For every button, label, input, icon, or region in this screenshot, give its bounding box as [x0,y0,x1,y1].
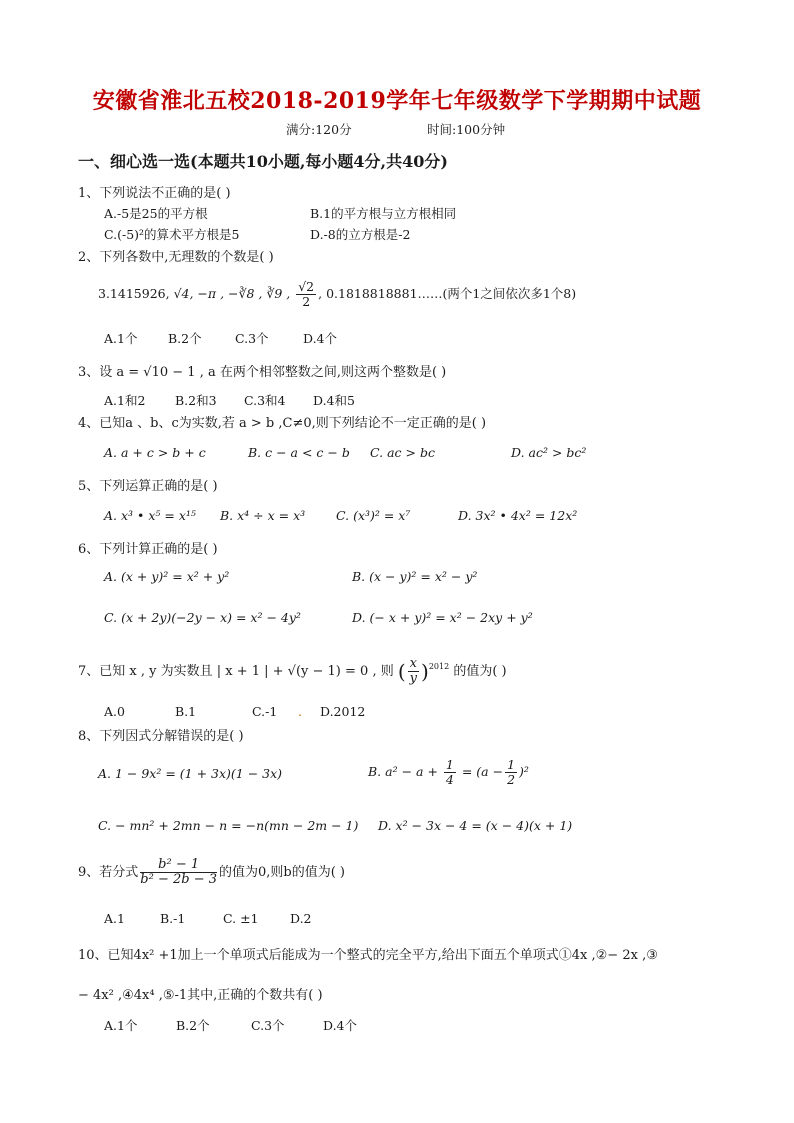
q1-option-d: D.-8的立方根是-2 [310,227,411,242]
q6-option-d: D. (− x + y)² = x² − 2xy + y² [352,610,533,625]
full-score: 满分:120分 [286,122,352,137]
paren-close: ) [421,659,429,684]
q10-option-d: D.4个 [323,1018,358,1033]
q5-option-c: C. (x³)² = x⁷ [336,508,411,523]
question-2: 2、下列各数中,无理数的个数是( ) [78,250,274,265]
page-title: 安徽省淮北五校2018-2019学年七年级数学下学期期中试题 [92,88,702,114]
question-10-line-1: 10、已知4x² +1加上一个单项式后能成为一个整式的完全平方,给出下面五个单项式①4x ,②− 2x ,③ [78,948,658,963]
q8-option-c: C. − mn² + 2mn − n = −n(mn − 2m − 1) [98,818,359,833]
q10-option-c: C.3个 [251,1018,285,1033]
q8-b-part: )² [519,764,529,779]
q9-option-b: B.-1 [160,911,186,926]
q9-stem-part: 的值为0,则b的值为( ) [219,865,346,880]
question-8: 8、下列因式分解错误的是( ) [78,729,244,744]
fraction-denominator: 4 [445,772,454,787]
fraction-denominator: 2 [302,294,311,309]
q9-option-d: D.2 [290,911,312,926]
question-3: 3、设 a = √10 − 1 , a 在两个相邻整数之间,则这两个整数是( ) [78,365,447,380]
q4-option-d: D. ac² > bc² [511,445,587,460]
fraction-denominator: y [409,671,418,686]
q7-stem-part: 7、已知 x , y 为实数且 | x + 1 | + √(y − 1) = 0 , 则 [78,664,394,679]
q8-fraction-half [505,758,517,787]
q2-option-a: A.1个 [104,331,138,346]
question-4: 4、已知a 、b、c为实数,若 a > b ,C≠0,则下列结论不一定正确的是( ) [78,416,487,431]
exam-time: 时间:100分钟 [427,122,506,137]
q8-option-a: A. 1 − 9x² = (1 + 3x)(1 − 3x) [98,766,283,781]
q8-b-part: B. a² − a + [368,764,438,779]
q7-option-c: C.-1 [252,704,278,719]
q8-option-d: D. x² − 3x − 4 = (x − 4)(x + 1) [378,818,573,833]
question-1: 1、下列说法不正确的是( ) [78,186,231,201]
q7-stem-part: 的值为( ) [453,664,507,679]
q7-option-b: B.1 [175,704,197,719]
q6-option-b: B. (x − y)² = x² − y² [352,569,478,584]
fraction-numerator: √2 [298,279,315,294]
section-heading: 一、细心选一选(本题共10小题,每小题4分,共40分) [78,152,448,171]
q7-option-a: A.0 [104,704,125,719]
q1-option-b: B.1的平方根与立方根相同 [310,206,457,221]
q3-option-b: B.2和3 [175,393,217,408]
q7-option-d: D.2012 [320,704,366,719]
fraction-numerator: x [409,656,418,671]
q9-option-a: A.1 [104,911,125,926]
q6-option-a: A. (x + y)² = x² + y² [104,569,230,584]
q8-b-part: = (a − [461,764,504,779]
q9-stem-part: 9、若分式 [78,865,139,880]
q2-number-list [98,280,576,309]
question-10-line-2: − 4x² ,④4x⁴ ,⑤-1其中,正确的个数共有( ) [78,988,323,1003]
stray-dot: . [298,704,302,719]
q4-option-c: C. ac > bc [370,445,435,460]
q2-option-c: C.3个 [235,331,269,346]
q1-option-a: A.-5是25的平方根 [104,206,208,221]
q8-fraction-quarter [444,758,456,787]
q6-option-c: C. (x + 2y)(−2y − x) = x² − 4y² [104,610,301,625]
q3-option-a: A.1和2 [104,393,146,408]
fraction-numerator: 1 [445,757,454,772]
q7-fraction [408,657,419,686]
q2-list-part: , 0.1818818881……(两个1之间依次多1个8) [318,286,577,301]
fraction-numerator: b² − 1 [140,858,217,873]
fraction-numerator: 1 [507,757,516,772]
paren-open: ( [397,659,406,684]
q3-option-d: D.4和5 [313,393,355,408]
q2-list-part: 3.1415926, [98,286,170,301]
q2-option-d: D.4个 [303,331,338,346]
q2-list-part: , −π , −∛8 , ∛9 , [189,286,291,301]
q3-option-c: C.3和4 [244,393,286,408]
q5-option-a: A. x³ • x⁵ = x¹⁵ [104,508,196,523]
q7-exponent: 2012 [428,662,450,671]
q5-option-b: B. x⁴ ÷ x = x³ [220,508,306,523]
q4-option-b: B. c − a < c − b [248,445,350,460]
q2-fraction [296,280,316,309]
q2-list-part: √4 [173,286,190,301]
fraction-denominator: b² − 2b − 3 [140,872,217,887]
question-5: 5、下列运算正确的是( ) [78,479,218,494]
q2-option-b: B.2个 [168,331,202,346]
q8-option-b [368,758,529,787]
q9-fraction [140,858,217,887]
question-9 [78,858,345,887]
q10-option-b: B.2个 [176,1018,210,1033]
q10-option-a: A.1个 [104,1018,138,1033]
q4-option-a: A. a + c > b + c [104,445,206,460]
fraction-denominator: 2 [507,772,516,787]
q1-option-c: C.(-5)²的算术平方根是5 [104,227,240,242]
q9-option-c: C. ±1 [223,911,259,926]
q5-option-d: D. 3x² • 4x² = 12x² [458,508,578,523]
question-6: 6、下列计算正确的是( ) [78,542,218,557]
question-7 [78,657,507,686]
